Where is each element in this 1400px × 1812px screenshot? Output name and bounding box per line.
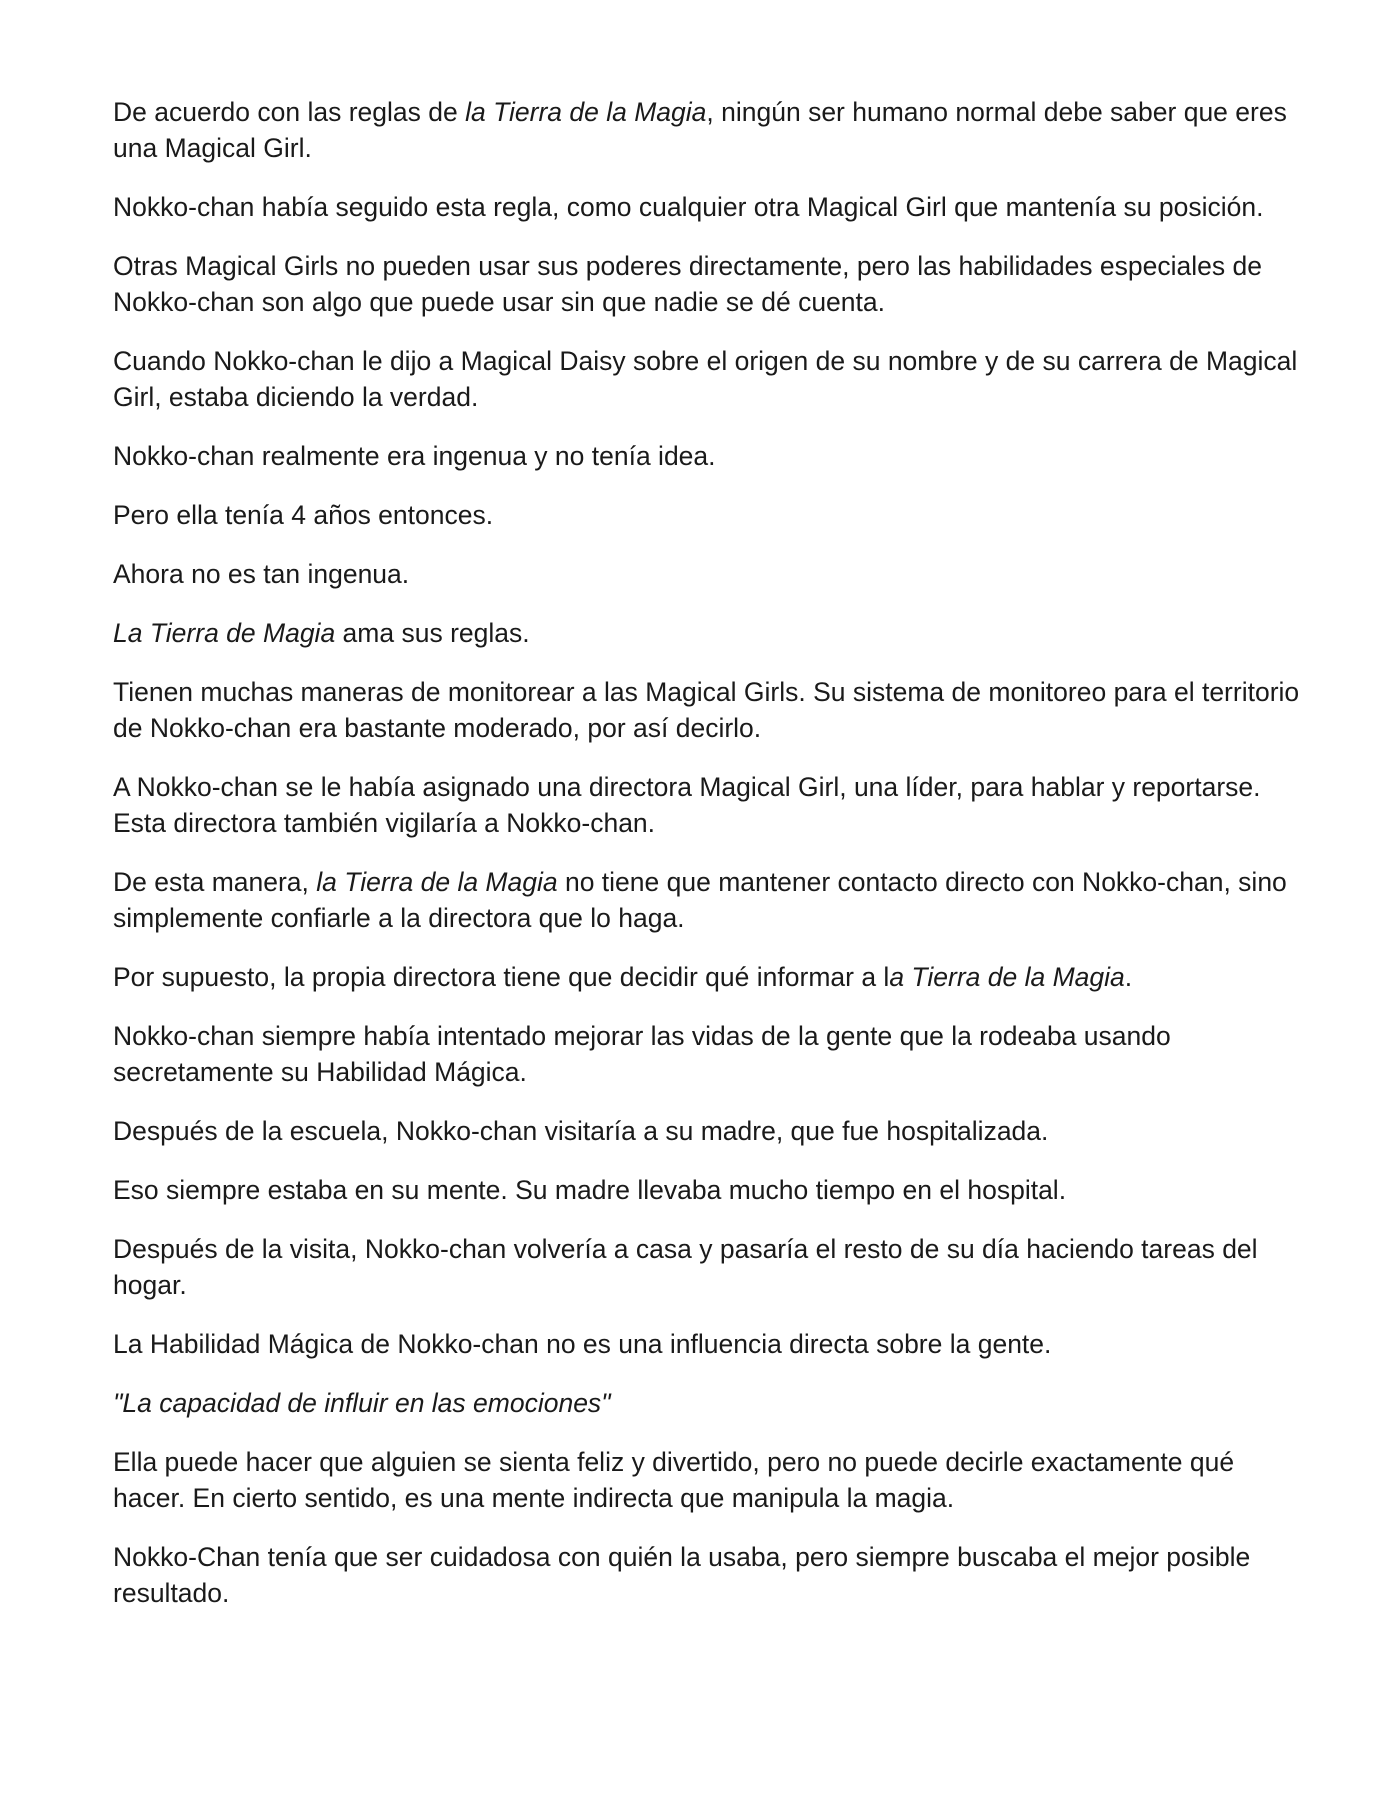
paragraph xyxy=(113,438,1313,474)
text-run: . xyxy=(1124,962,1133,992)
paragraph xyxy=(113,674,1313,746)
paragraph xyxy=(113,1113,1313,1149)
text-run: Nokko-chan siempre había intentado mejorar las vidas de la gente que la rodeaba usando secretamente su Habilidad Mágica. xyxy=(113,1021,1171,1087)
paragraph xyxy=(113,1231,1313,1303)
text-run-italic: la Tierra de la Magia xyxy=(465,97,707,127)
paragraph xyxy=(113,1385,1313,1421)
text-run: , ningún ser humano normal debe saber que eres una Magical Girl. xyxy=(113,97,1287,163)
paragraph xyxy=(113,959,1313,995)
text-run: Pero ella tenía 4 años entonces. xyxy=(113,500,494,530)
paragraph xyxy=(113,497,1313,533)
text-run: Nokko-chan había seguido esta regla, como cualquier otra Magical Girl que mantenía su posición. xyxy=(113,192,1264,222)
text-run: Otras Magical Girls no pueden usar sus poderes directamente, pero las habilidades especiales de Nokko-chan son algo que puede usar sin que nadie se dé cuenta. xyxy=(113,251,1262,317)
text-run-italic: "La capacidad de influir en las emociones" xyxy=(113,1388,611,1418)
paragraph xyxy=(113,864,1313,936)
text-run-italic: la Tierra de la Magia xyxy=(316,867,558,897)
text-run: Ahora no es tan ingenua. xyxy=(113,559,410,589)
text-run-italic: La Tierra de Magia xyxy=(113,618,336,648)
text-run: Tienen muchas maneras de monitorear a las Magical Girls. Su sistema de monitoreo para el territorio de Nokko-chan era bastante moderado, por así decirlo. xyxy=(113,677,1300,743)
paragraph xyxy=(113,1018,1313,1090)
text-run: De esta manera, xyxy=(113,867,317,897)
document-body xyxy=(113,94,1313,1634)
text-run: Después de la escuela, Nokko-chan visitaría a su madre, que fue hospitalizada. xyxy=(113,1116,1049,1146)
paragraph xyxy=(113,1444,1313,1516)
text-run: La Habilidad Mágica de Nokko-chan no es una influencia directa sobre la gente. xyxy=(113,1329,1052,1359)
paragraph xyxy=(113,615,1313,651)
paragraph xyxy=(113,189,1313,225)
text-run: ama sus reglas. xyxy=(335,618,530,648)
paragraph xyxy=(113,343,1313,415)
paragraph xyxy=(113,769,1313,841)
paragraph xyxy=(113,1539,1313,1611)
text-run: Después de la visita, Nokko-chan volvería a casa y pasaría el resto de su día haciendo tareas del hogar. xyxy=(113,1234,1258,1300)
paragraph xyxy=(113,94,1313,166)
text-run: Eso siempre estaba en su mente. Su madre llevaba mucho tiempo en el hospital. xyxy=(113,1175,1067,1205)
paragraph xyxy=(113,1326,1313,1362)
paragraph xyxy=(113,1172,1313,1208)
paragraph xyxy=(113,248,1313,320)
text-run-italic: a Tierra de la Magia xyxy=(889,962,1125,992)
text-run: De acuerdo con las reglas de xyxy=(113,97,466,127)
paragraph xyxy=(113,556,1313,592)
text-run: Nokko-Chan tenía que ser cuidadosa con quién la usaba, pero siempre buscaba el mejor posible resultado. xyxy=(113,1542,1251,1608)
text-run: no tiene que mantener contacto directo con Nokko-chan, sino simplemente confiarle a la directora que lo haga. xyxy=(113,867,1287,933)
text-run: Por supuesto, la propia directora tiene que decidir qué informar a l xyxy=(113,962,890,992)
text-run: Cuando Nokko-chan le dijo a Magical Daisy sobre el origen de su nombre y de su carrera de Magical Girl, estaba diciendo la verdad. xyxy=(113,346,1298,412)
text-run: Nokko-chan realmente era ingenua y no tenía idea. xyxy=(113,441,716,471)
text-run: A Nokko-chan se le había asignado una directora Magical Girl, una líder, para hablar y reportarse. Esta directora también vigilaría a Nokko-chan. xyxy=(113,772,1261,838)
text-run: Ella puede hacer que alguien se sienta feliz y divertido, pero no puede decirle exactamente qué hacer. En cierto sentido, es una mente indirecta que manipula la magia. xyxy=(113,1447,1235,1513)
